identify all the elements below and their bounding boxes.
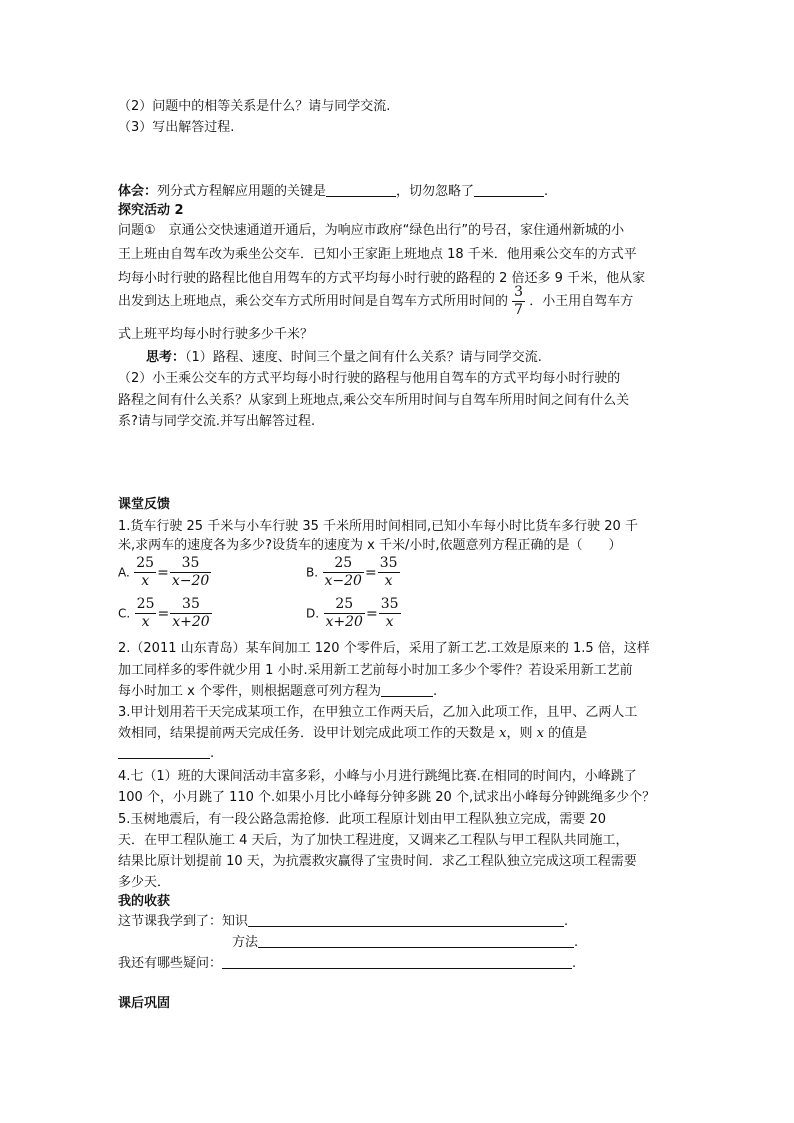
think-line-2b: 路程之间有什么关系？从家到上班地点,乘公交车所用时间与自驾车所用时间之间有什么关 <box>118 393 630 408</box>
fb-q2-line-3: 每小时加工 x 个零件，则根据题意可列方程为 . <box>118 684 438 699</box>
question-3: （3）写出解答过程. <box>118 120 235 135</box>
think-line-2c: 系?请与同学交流.并写出解答过程. <box>118 414 316 429</box>
after-class-heading: 课后巩固 <box>118 996 171 1011</box>
explore-line-4b: ．小王用自驾车方 <box>529 294 634 309</box>
fb-q3-line-3: . <box>118 745 214 763</box>
fb-q5-line-3: 结果比原计划提前 10 天，为抗震救灾赢得了宝贵时间．求乙工程队独立完成这项工程需要 <box>118 854 637 869</box>
explore-line-4a: 出发到达上班地点，乘公交车方式所用时间是自驾车方式所用时间的 <box>118 294 509 309</box>
fb-q1-line-1: 1.货车行驶 25 千米与小车行驶 35 千米所用时间相同,已知小车每小时比货车多行驶 20 千 <box>118 519 638 534</box>
blank-knowledge[interactable] <box>248 913 564 927</box>
option-a[interactable]: A. $\frac{25}{x}$ = $\frac{35}{x-20}$ <box>118 555 210 589</box>
blank-method[interactable] <box>258 934 574 948</box>
fb-q5-line-1: 5.玉树地震后，有一段公路急需抢修．此项工程原计划由甲工程队独立完成，需要 20 <box>118 812 607 827</box>
tihui-label: 体会： <box>118 184 158 199</box>
tihui-text-3: . <box>544 184 549 199</box>
explore-line-4 <box>118 284 633 320</box>
think-line-2a: （2）小王乘公交车的方式平均每小时行驶的路程与他用自驾车的方式平均每小时行驶的 <box>118 371 621 386</box>
gains-method-line: 方法 . <box>232 935 579 950</box>
explore-line-2: 王上班由自驾车改为乘坐公交车．已知小王家距上班地点 18 千米．他用乘公交车的方式平 <box>118 247 637 262</box>
tihui-text-2: ，切勿忽略了 <box>396 184 475 199</box>
blank-q2-equation[interactable] <box>381 683 433 697</box>
blank-questions[interactable] <box>222 955 572 969</box>
fb-q1-line-2: 米,求两车的速度各为多少?设货车的速度为 x 千米/小时,依题意列方程正确的是（ ） <box>118 538 622 553</box>
fb-q5-line-2: 天．在甲工程队施工 4 天后，为了加快工程进度，又调来乙工程队与甲工程队共同施工， <box>118 833 629 848</box>
explore-line-5: 式上班平均每小时行驶多少千米？ <box>118 327 314 342</box>
explore-line-1: 问题① 京通公交快速通道开通后，为响应市政府“绿色出行”的号召，家住通州新城的小 <box>118 223 625 238</box>
fb-q3-line-2: 效相同，结果提前两天完成任务．设甲计划完成此项工作的天数是 x，则 x 的值是 <box>118 726 588 741</box>
option-c[interactable]: C. $\frac{25}{x}$ = $\frac{35}{x+20}$ <box>118 596 210 630</box>
fb-q2-line-1: 2.（2011 山东青岛）某车间加工 120 个零件后，采用了新工艺.工效是原来的 1.5 倍，这样 <box>118 641 650 656</box>
fraction-3-7: $\frac{3}{7}$ <box>514 284 524 318</box>
blank-key[interactable] <box>326 183 396 197</box>
question-2: （2）问题中的相等关系是什么？请与同学交流. <box>118 99 391 114</box>
gains-knowledge-line: 这节课我学到了：知识 . <box>118 914 569 929</box>
think-line-1: 思考：（1）路程、速度、时间三个量之间有什么关系？请与同学交流. <box>146 350 542 365</box>
fb-q4-line-1: 4.七（1）班的大课间活动丰富多彩，小峰与小月进行跳绳比赛.在相同的时间内，小峰跳了 <box>118 769 637 784</box>
fb-q3-line-1: 3.甲计划用若干天完成某项工作，在甲独立工作两天后，乙加入此项工作，且甲、乙两人工 <box>118 705 638 720</box>
explore-line-3: 均每小时行驶的路程比他自用驾车的方式平均每小时行驶的路程的 2 倍还多 9 千米，他从家 <box>118 271 646 286</box>
option-b[interactable]: B. $\frac{25}{x-20}$ = $\frac{35}{x}$ <box>306 555 398 589</box>
tihui-text-1: 列分式方程解应用题的关键是 <box>157 184 327 199</box>
tihui-line <box>118 183 548 201</box>
gains-question-line: 我还有哪些疑问： . <box>118 956 577 971</box>
explore-heading: 探究活动 2 <box>118 203 184 218</box>
gains-heading: 我的收获 <box>118 894 171 909</box>
fb-q2-line-2: 加工同样多的零件就少用 1 小时.采用新工艺前每小时加工多少个零件？若设采用新工艺前 <box>118 663 633 678</box>
blank-q3-answer[interactable] <box>118 745 210 759</box>
fb-q4-line-2: 100 个，小月跳了 110 个.如果小月比小峰每分钟多跳 20 个,试求出小峰每分钟跳绳多少个？ <box>118 790 656 805</box>
fb-q5-line-4: 多少天． <box>118 875 171 890</box>
option-d[interactable]: D. $\frac{25}{x+20}$ = $\frac{35}{x}$ <box>306 596 399 630</box>
think-label: 思考： <box>146 350 186 365</box>
blank-ignore[interactable] <box>474 183 544 197</box>
feedback-heading: 课堂反馈 <box>118 497 171 512</box>
